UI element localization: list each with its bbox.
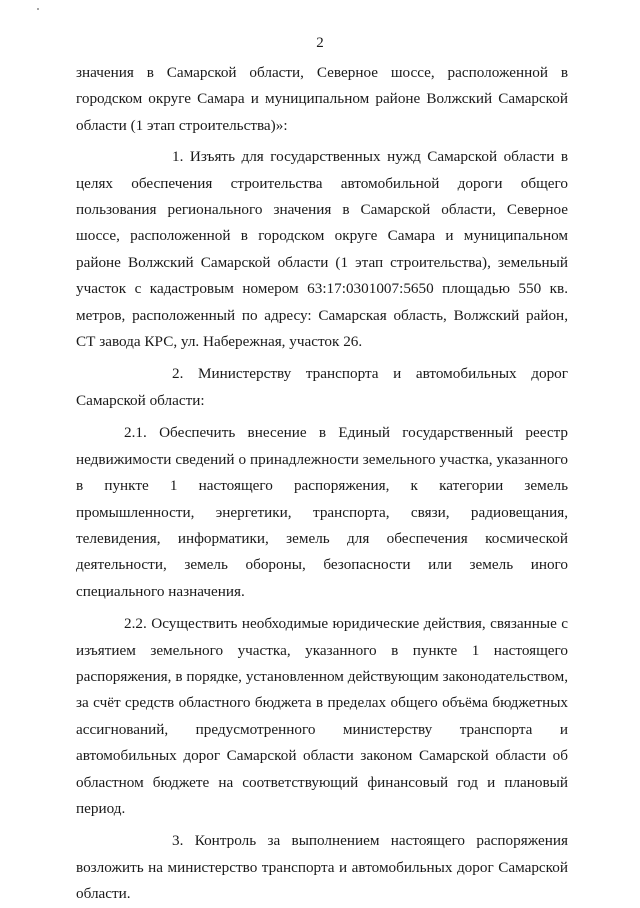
item-number: 2. [172,365,184,383]
paragraph-text: значения в Самарской области, Северное шоссе, расположенной в городском округе Самара и муниципальном районе Волжский Самарской области (1 этап строительства)»: [76,64,568,134]
paragraph-text: Изъять для государственных нужд Самарской области в целях обеспечения строительства автомобильной дороги общего пользования регионального значения в Самарской области, Северное шоссе, расположенной в городском округе Самара и муниципальном районе Волжский Самарской области (1 этап строительства), земельный участок с кадастровым номером 63:17:0301007:5650 площадью 550 кв. метров, расположенный по адресу: Самарская область, Волжский район, СТ завода КРС, ул. Набережная, участок 26. [76,148,569,351]
scan-speck [37,8,39,10]
page-number: 2 [316,35,324,51]
item-number: 3. [172,832,184,850]
paragraph-text: Обеспечить внесение в Единый государственный реестр недвижимости сведений о принадлежности земельного участка, указанного в пункте 1 настоящего распоряжения, к категории земель промышленности, энергетики, транспорта, связи, радиовещания, телевидения, информатики, земель для обеспечения космической деятельности, земель обороны, безопасности или земель иного специального назначения. [76,424,569,600]
paragraph-text: Министерству транспорта и автомобильных дорог Самарской области: [76,365,568,409]
paragraph-text: Контроль за выполнением настоящего распоряжения возложить на министерство транспорта и автомобильных дорог Самарской области. [76,832,568,903]
paragraph-item-2-1 [76,420,568,605]
item-number: 2.2. [124,615,147,633]
document-body [76,60,568,908]
item-number: 2.1. [124,424,147,442]
paragraph-item-3 [76,828,568,907]
paragraph-intro [76,60,568,139]
paragraph-item-2-2 [76,611,568,822]
item-number: 1. [172,148,184,166]
paragraph-item-1 [76,144,568,355]
paragraph-item-2 [76,361,568,414]
paragraph-text: Осуществить необходимые юридические действия, связанные с изъятием земельного участка, указанного в пункте 1 настоящего распоряжения, в порядке, установленном действующим законодательством, за счёт средств областного бюджета в пределах общего объёма бюджетных ассигнований, предусмотренного министерству транспорта и автомобильных дорог Самарской области законом Самарской области об областном бюджете на соответствующий финансовый год и плановый период. [76,615,569,817]
